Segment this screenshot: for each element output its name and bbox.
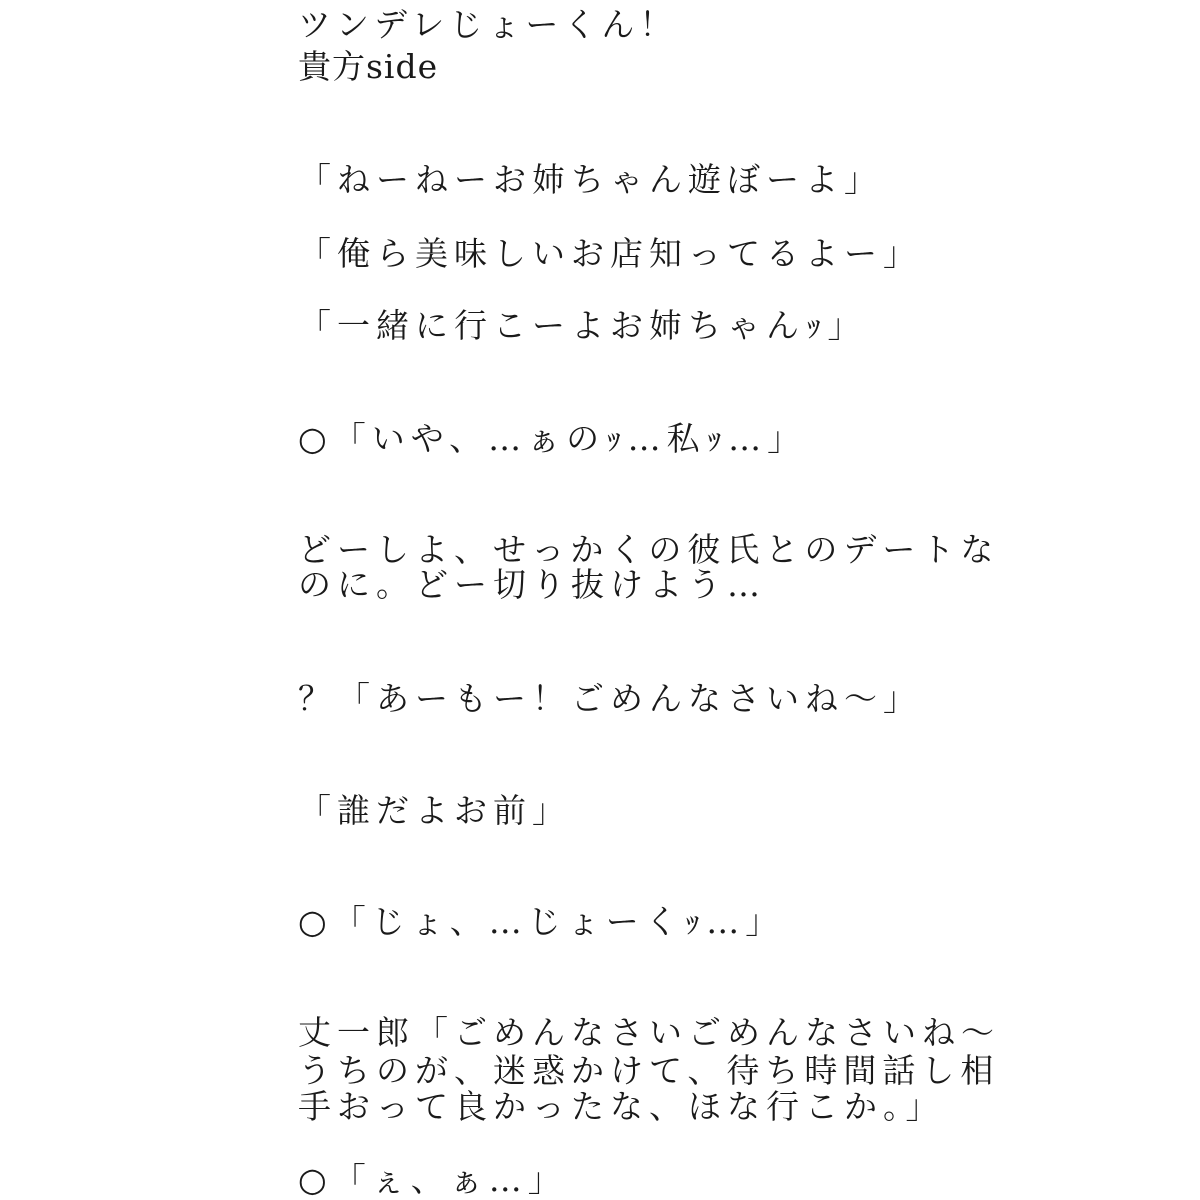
dialogue-line: ○「ぇ、ぁ…」 <box>298 1160 567 1199</box>
narration-line: のに。どー切り抜けよう… <box>298 565 766 604</box>
story-side-label: 貴方side <box>298 47 439 86</box>
dialogue-line: 手おって良かったな、ほな行こか。」 <box>298 1087 945 1126</box>
story-title: ツンデレじょーくん！ <box>298 5 678 44</box>
narration-line: どーしよ、せっかくの彼氏とのデートな <box>298 530 1000 569</box>
dialogue-line: 「俺ら美味しいお店知ってるよー」 <box>298 234 922 273</box>
dialogue-line: ？「あーもー！ごめんなさいね～」 <box>298 679 922 718</box>
dialogue-line: 「一緒に行こーよお姉ちゃんｯ」 <box>298 306 867 345</box>
dialogue-line: ○「じょ、…じょーくｯ…」 <box>298 902 785 941</box>
dialogue-line: 丈一郎「ごめんなさいごめんなさいね～ <box>298 1013 1000 1052</box>
dialogue-line: 「誰だよお前」 <box>298 791 571 830</box>
dialogue-line: ○「いや、…ぁのｯ…私ｯ…」 <box>298 419 807 458</box>
dialogue-line: 「ねーねーお姉ちゃん遊ぼーよ」 <box>298 160 883 199</box>
dialogue-line: うちのが、迷惑かけて、待ち時間話し相 <box>298 1051 1000 1090</box>
